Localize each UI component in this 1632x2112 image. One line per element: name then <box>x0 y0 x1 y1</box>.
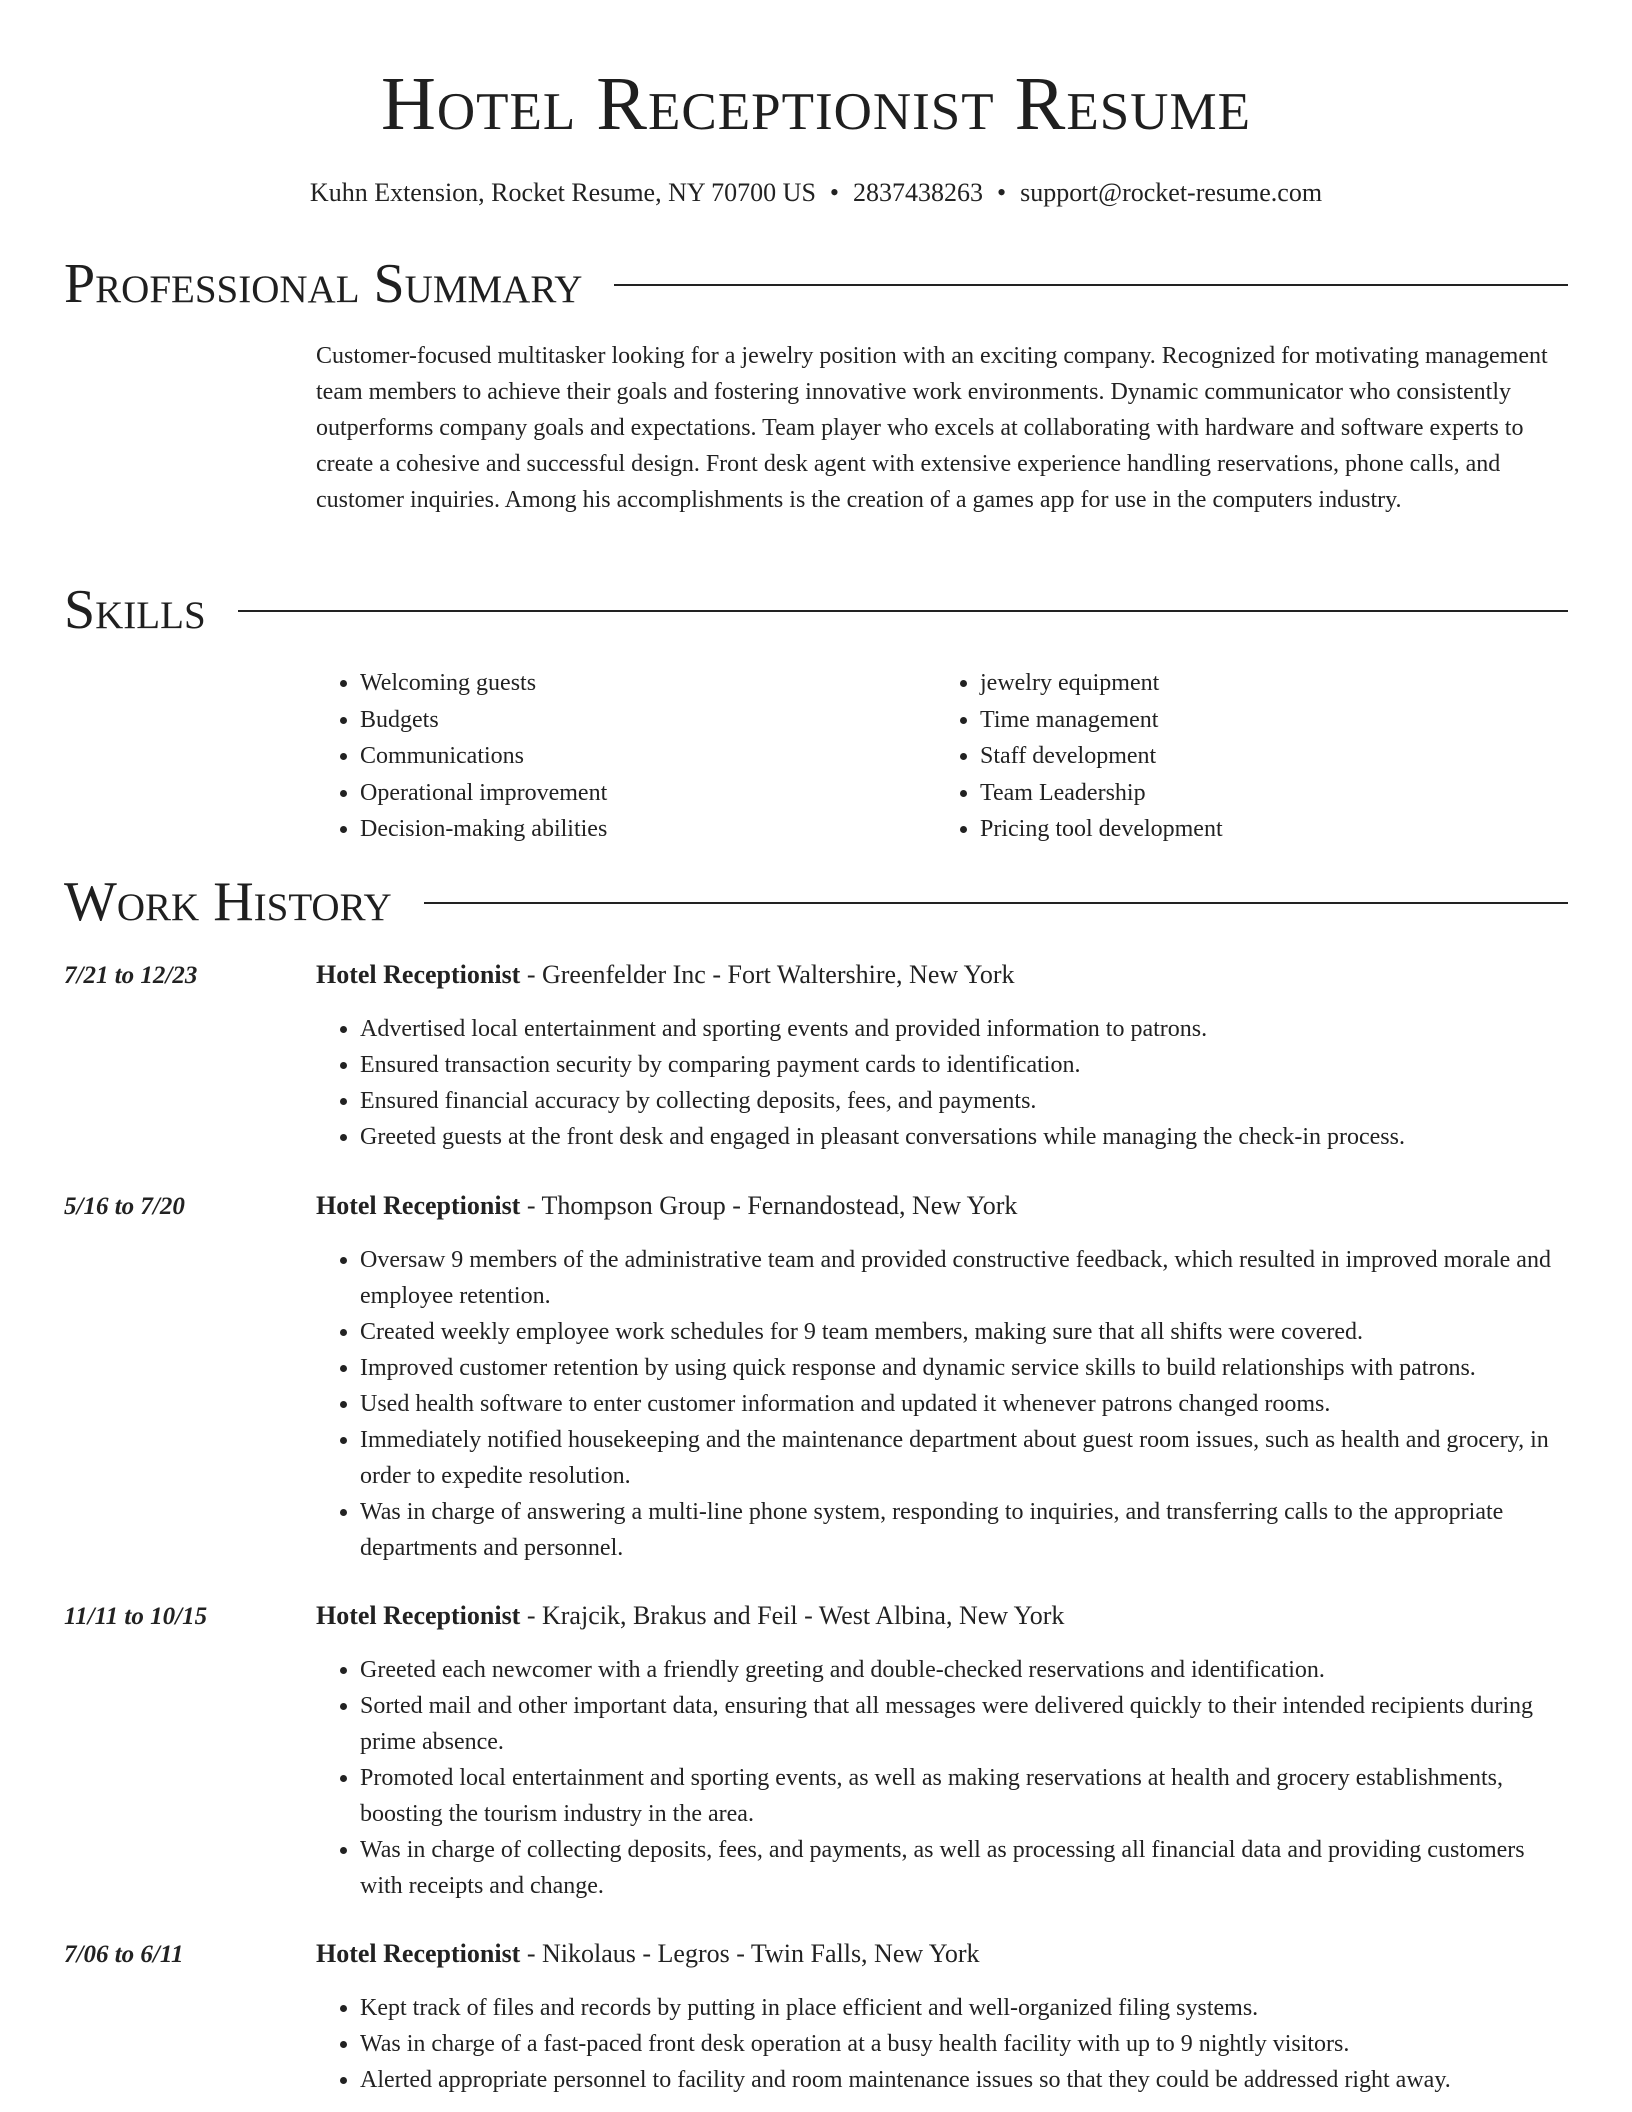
contact-line <box>0 175 1632 211</box>
job-bullet: • Kept track of files and records by putting in place efficient and well-organized filing systems. <box>360 1990 1572 2026</box>
job-details: - Greenfelder Inc - Fort Waltershire, New York <box>520 960 1015 989</box>
skill-item: • Decision-making abilities <box>360 811 936 848</box>
job-bullet: • Alerted appropriate personnel to facility and room maintenance issues so that they could be addressed right away. <box>360 2062 1572 2098</box>
job-dates: 7/21 to 12/23 <box>64 962 198 989</box>
skill-item: • Operational improvement <box>360 775 936 812</box>
skill-item: • Communications <box>360 738 936 775</box>
contact-separator: • <box>997 178 1007 207</box>
job-details: - Krajcik, Brakus and Feil - West Albina, New York <box>520 1601 1065 1630</box>
summary-text: Customer-focused multitasker looking for a jewelry position with an exciting company. Recognized for motivating management team members to achieve their goals and fostering innovative work environments. Dynamic communicator who consistently outperforms company goals and expectations. Team player who excels at collaborating with hardware and software experts to create a cohesive and successful design. Front desk agent with extensive experience handling reservations, phone calls, and customer inquiries. Among his accomplishments is the creation of a games app for use in the computers industry. <box>316 343 1548 513</box>
section-divider <box>424 902 1568 904</box>
contact-email: support@rocket-resume.com <box>1020 178 1323 207</box>
work-section-header <box>64 870 1568 934</box>
skill-item: • jewelry equipment <box>980 665 1556 702</box>
job-details: - Nikolaus - Legros - Twin Falls, New York <box>520 1939 980 1968</box>
skills-list-right <box>936 665 1556 848</box>
skill-item: • Welcoming guests <box>360 665 936 702</box>
job-bullet: • Ensured transaction security by comparing payment cards to identification. <box>360 1047 1572 1083</box>
job-dates: 5/16 to 7/20 <box>64 1193 185 1220</box>
resume-title: Hotel Receptionist Resume <box>381 62 1251 146</box>
job-bullet: • Was in charge of a fast-paced front desk operation at a busy health facility with up to 9 nightly visitors. <box>360 2026 1572 2062</box>
summary-section-header <box>64 252 1568 316</box>
job-bullet: • Greeted guests at the front desk and engaged in pleasant conversations while managing the check-in process. <box>360 1119 1572 1155</box>
skill-item: • Team Leadership <box>980 775 1556 812</box>
job-bullets <box>316 1652 1572 1904</box>
job-details: - Thompson Group - Fernandostead, New York <box>520 1191 1018 1220</box>
contact-separator: • <box>829 178 840 207</box>
contact-address: Kuhn Extension, Rocket Resume, NY 70700 US <box>309 178 816 207</box>
contact-phone: 2837438263 <box>853 178 984 207</box>
section-divider <box>614 284 1568 286</box>
job-role: Hotel Receptionist <box>316 1191 521 1220</box>
skills-section-header <box>64 578 1568 642</box>
job-role: Hotel Receptionist <box>316 960 521 989</box>
job-role: Hotel Receptionist <box>316 1601 521 1630</box>
job-bullets <box>316 1990 1572 2098</box>
summary-heading: Professional Summary <box>64 253 583 315</box>
job-header <box>316 1188 1017 1224</box>
skills-heading: Skills <box>64 579 206 641</box>
skill-item: • Budgets <box>360 702 936 739</box>
job-bullet: • Ensured financial accuracy by collecting deposits, fees, and payments. <box>360 1083 1572 1119</box>
skill-item: • Pricing tool development <box>980 811 1556 848</box>
work-heading: Work History <box>64 871 392 933</box>
skills-columns <box>316 665 1572 848</box>
skill-item: • Staff development <box>980 738 1556 775</box>
job-header <box>316 957 1015 993</box>
section-divider <box>238 610 1568 612</box>
skill-item: • Time management <box>980 702 1556 739</box>
job-bullets <box>316 1242 1572 1566</box>
skills-list-left <box>316 665 936 848</box>
job-bullet: • Was in charge of answering a multi-line phone system, responding to inquiries, and transferring calls to the appropriate departments and personnel. <box>360 1494 1572 1566</box>
job-bullet: • Created weekly employee work schedules for 9 team members, making sure that all shifts were covered. <box>360 1314 1572 1350</box>
job-bullets <box>316 1011 1572 1155</box>
job-bullet: • Advertised local entertainment and sporting events and provided information to patrons. <box>360 1011 1572 1047</box>
job-bullet: • Immediately notified housekeeping and the maintenance department about guest room issues, such as health and grocery, in order to expedite resolution. <box>360 1422 1572 1494</box>
job-bullet: • Promoted local entertainment and sporting events, as well as making reservations at health and grocery establishments, boosting the tourism industry in the area. <box>360 1760 1572 1832</box>
job-bullet: • Sorted mail and other important data, ensuring that all messages were delivered quickly to their intended recipients during prime absence. <box>360 1688 1572 1760</box>
job-bullet: • Used health software to enter customer information and updated it whenever patrons changed rooms. <box>360 1386 1572 1422</box>
job-dates: 7/06 to 6/11 <box>64 1941 184 1968</box>
job-bullet: • Oversaw 9 members of the administrative team and provided constructive feedback, which resulted in improved morale and employee retention. <box>360 1242 1572 1314</box>
job-dates: 11/11 to 10/15 <box>64 1603 208 1630</box>
job-role: Hotel Receptionist <box>316 1939 521 1968</box>
job-bullet: • Was in charge of collecting deposits, fees, and payments, as well as processing all financial data and providing customers with receipts and change. <box>360 1832 1572 1904</box>
job-header <box>316 1936 980 1972</box>
job-header <box>316 1598 1064 1634</box>
job-bullet: • Greeted each newcomer with a friendly greeting and double-checked reservations and identification. <box>360 1652 1572 1688</box>
job-bullet: • Improved customer retention by using quick response and dynamic service skills to build relationships with patrons. <box>360 1350 1572 1386</box>
